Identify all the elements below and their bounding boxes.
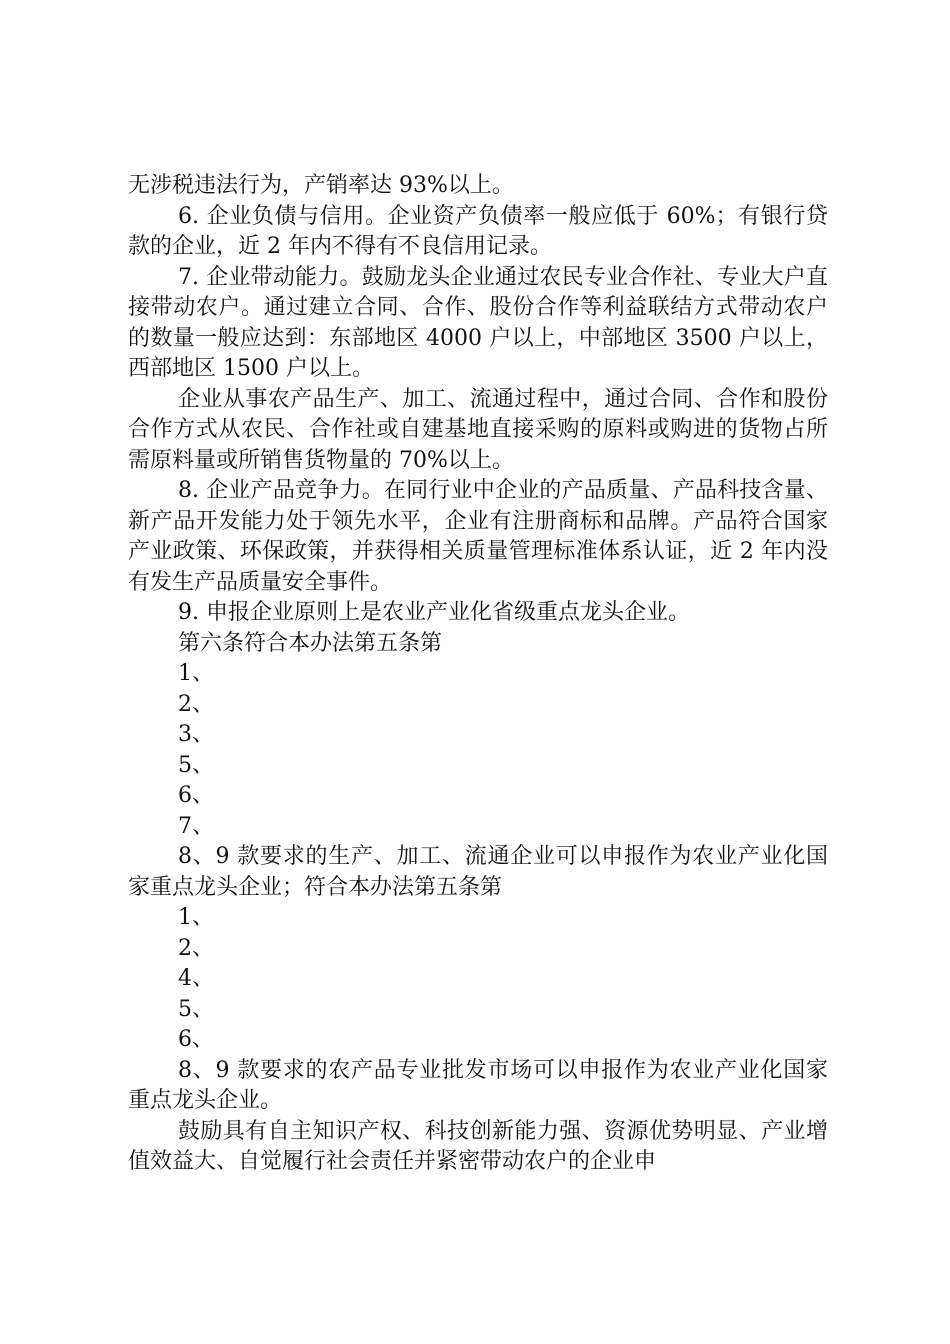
paragraph-driving-capacity: 7. 企业带动能力。鼓励龙头企业通过农民专业合作社、专业大户直接带动农户。通过建立合同、合作、股份合作等利益联结方式带动农户的数量一般应达到：东部地区 4000 户以上，中部地区 3500 户以上，西部地区 1500 户以上。	[128, 264, 828, 381]
list-item: 1、	[178, 905, 214, 930]
paragraph-procurement: 企业从事农产品生产、加工、流通过程中，通过合同、合作和股份合作方式从农民、合作社或自建基地直接采购的原料或购进的货物占所需原料量或所销售货物量的 70%以上。	[128, 386, 828, 473]
list-item: 7、	[178, 813, 214, 839]
paragraph-provincial-requirement: 9. 申报企业原则上是农业产业化省级重点龙头企业。	[178, 600, 690, 625]
list-item: 3、	[178, 722, 214, 747]
paragraph-wholesale-markets: 8、9 款要求的农产品专业批发市场可以申报作为农业产业化国家重点龙头企业。	[128, 1057, 828, 1113]
list-item: 5、	[178, 752, 214, 778]
list-item: 1、	[178, 661, 214, 686]
paragraph-article-six: 第六条符合本办法第五条第	[178, 630, 443, 656]
list-item: 6、	[178, 783, 214, 808]
list-item: 2、	[178, 935, 214, 961]
paragraph-product-competitiveness: 8. 企业产品竞争力。在同行业中企业的产品质量、产品科技含量、新产品开发能力处于领先水平，企业有注册商标和品牌。产品符合国家产业政策、环保政策，并获得相关质量管理标准体系认证，近 2 年内没有发生产品质量安全事件。	[128, 478, 828, 595]
list-item: 4、	[178, 966, 214, 991]
list-item: 5、	[178, 996, 214, 1022]
list-item: 6、	[178, 1027, 214, 1052]
list-item: 2、	[178, 691, 214, 717]
paragraph-production-enterprises: 8、9 款要求的生产、加工、流通企业可以申报作为农业产业化国家重点龙头企业；符合本办法第五条第	[128, 844, 828, 900]
document-body	[128, 171, 828, 1178]
paragraph-encouragement: 鼓励具有自主知识产权、科技创新能力强、资源优势明显、产业增值效益大、自觉履行社会责任并紧密带动农户的企业申	[128, 1118, 828, 1174]
paragraph-debt-credit: 6. 企业负债与信用。企业资产负债率一般应低于 60%；有银行贷款的企业，近 2 年内不得有不良信用记录。	[128, 203, 828, 259]
paragraph-tax-continuation: 无涉税违法行为，产销率达 93%以上。	[128, 173, 514, 198]
